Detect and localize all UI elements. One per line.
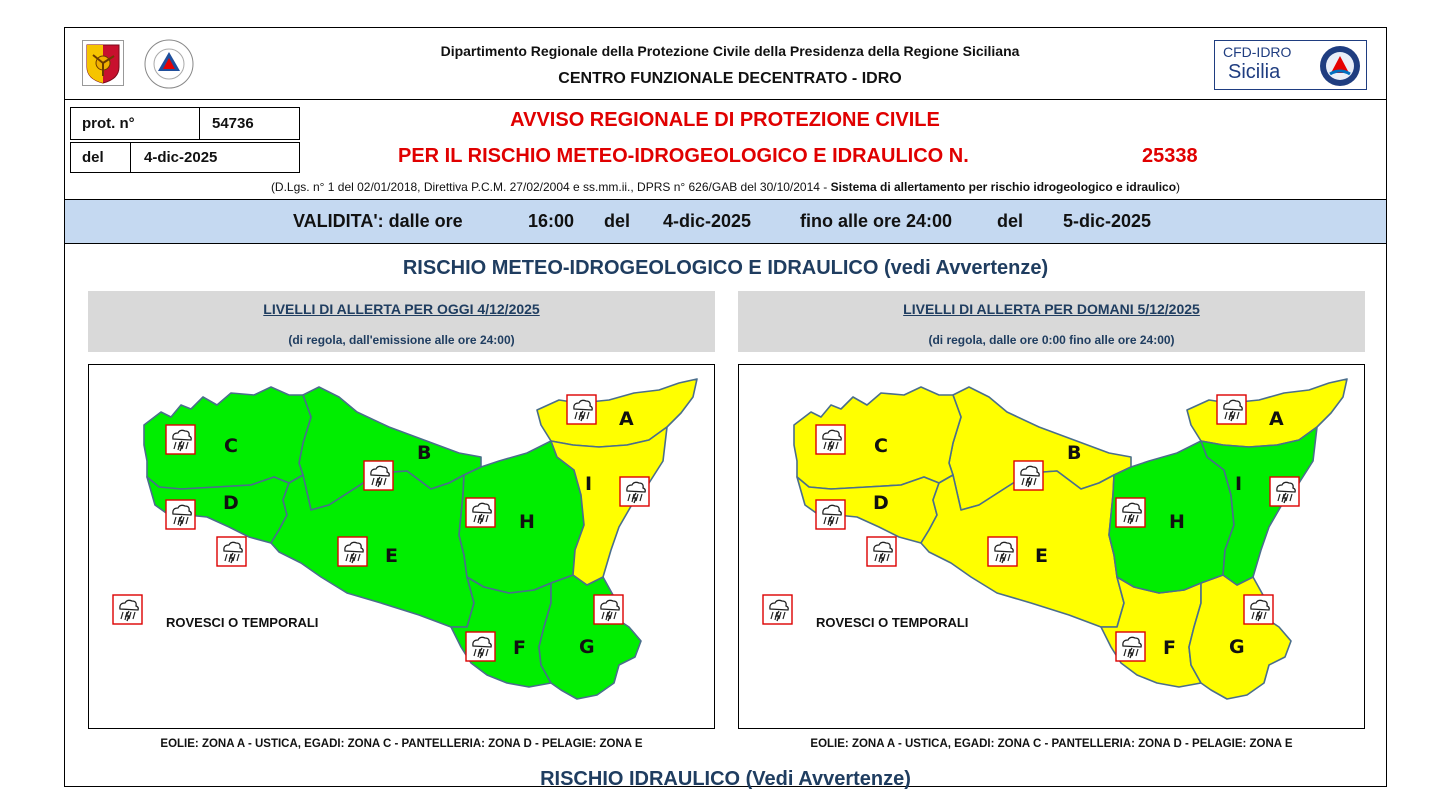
islands-note-today: EOLIE: ZONA A - USTICA, EGADI: ZONA C - PANTELLERIA: ZONA D - PELAGIE: ZONA E [160,738,643,750]
cfd-logo-line2: Sicilia [1228,61,1281,83]
map-today [88,364,715,729]
notice-subtitle: PER IL RISCHIO METEO-IDROGEOLOGICO E IDRAULICO N. [398,145,969,167]
thunderstorm-icon [1116,632,1145,661]
zone-f-label: F [513,637,526,659]
zone-e-label: E [385,545,398,567]
thunderstorm-icon [816,425,845,454]
map-tomorrow-title: LIVELLI DI ALLERTA PER DOMANI 5/12/2025 [903,301,1200,317]
islands-note-tomorrow: EOLIE: ZONA A - USTICA, EGADI: ZONA C - PANTELLERIA: ZONA D - PELAGIE: ZONA E [810,738,1293,750]
thunderstorm-icon [1116,498,1145,527]
thunderstorm-icon [567,395,596,424]
cfd-emblem-icon [1318,44,1362,88]
legend-label-tomorrow: ROVESCI O TEMPORALI [816,615,969,630]
thunderstorm-icon [466,498,495,527]
validity-to-date: 5-dic-2025 [1063,211,1152,231]
thunderstorm-icon [166,500,195,529]
map-tomorrow [738,364,1365,729]
validity-bar [65,199,1386,244]
thunderstorm-icon [594,595,623,624]
legend-thunderstorm-icon [763,595,792,624]
zone-e-area[interactable] [921,471,1124,627]
sicily-map-tomorrow [739,365,1364,728]
del-label: del [70,142,131,173]
zone-g-label: G [579,636,595,658]
map-today-header [88,291,715,352]
thunderstorm-icon [466,632,495,661]
department-name: Dipartimento Regionale della Protezione Civile della Presidenza della Regione Siciliana [440,43,1020,59]
legal-reference [64,180,1387,194]
section-title [64,257,1387,280]
thunderstorm-icon [1244,595,1273,624]
zone-b-label: B [417,442,432,464]
thunderstorm-icon [816,500,845,529]
del-date: 4-dic-2025 [130,142,300,173]
zone-c-label: C [874,435,888,457]
zone-a-area[interactable] [1187,379,1347,447]
legend-label-today: ROVESCI O TEMPORALI [166,615,319,630]
validity-from-time: 16:00 [528,211,575,231]
legal-reference-end: ) [1176,180,1181,194]
validity-del-1: del [604,211,631,231]
cfd-idro-logo [1214,40,1367,90]
zone-g-label: G [1229,636,1245,658]
notice-number: 25338 [1142,145,1198,167]
thunderstorm-icon [166,425,195,454]
thunderstorm-icon [364,461,393,490]
zone-c-label: C [224,435,238,457]
map-tomorrow-header [738,291,1365,352]
thunderstorm-icon [1014,461,1043,490]
notice-title: AVVISO REGIONALE DI PROTEZIONE CIVILE [510,109,940,131]
section-title-suffix: (vedi Avvertenze) [878,257,1049,279]
sicily-region-logo [82,40,124,86]
thunderstorm-icon [620,477,649,506]
next-section-title: RISCHIO IDRAULICO (Vedi Avvertenze) [540,768,911,790]
zone-a-label: A [619,408,634,430]
legal-reference-bold: Sistema di allertamento per rischio idrogeologico e idraulico [830,180,1177,194]
zone-i-label: I [1235,473,1243,495]
zone-d-label: D [873,492,889,514]
zone-i-label: I [585,473,593,495]
zone-b-label: B [1067,442,1082,464]
thunderstorm-icon [1217,395,1246,424]
thunderstorm-icon [1270,477,1299,506]
cfd-logo-line1: CFD-IDRO [1223,44,1292,60]
civil-protection-logo [136,38,202,90]
thunderstorm-icon [867,537,896,566]
zone-h-label: H [1169,511,1185,533]
validity-del-2: del [997,211,1024,231]
thunderstorm-icon [988,537,1017,566]
map-today-title: LIVELLI DI ALLERTA PER OGGI 4/12/2025 [263,301,540,317]
zone-d-label: D [223,492,239,514]
validity-label: VALIDITA': dalle ore [293,211,463,231]
sicily-map-today [89,365,714,728]
thunderstorm-icon [338,537,367,566]
zone-e-label: E [1035,545,1048,567]
map-today-subtitle: (di regola, dall'emissione alle ore 24:00) [288,333,515,347]
zone-a-area[interactable] [537,379,697,447]
prot-label: prot. n° [70,107,200,140]
map-tomorrow-subtitle: (di regola, dalle ore 0:00 fino alle ore 24:00) [928,333,1175,347]
prot-number: 54736 [199,107,300,140]
zone-e-area[interactable] [271,471,474,627]
thunderstorm-icon [217,537,246,566]
validity-from-date: 4-dic-2025 [663,211,752,231]
section-title-main: RISCHIO METEO-IDROGEOLOGICO E IDRAULICO [402,257,879,279]
centre-name: CENTRO FUNZIONALE DECENTRATO - IDRO [558,70,902,87]
validity-until: fino alle ore 24:00 [800,211,953,231]
header-divider [64,99,1387,100]
legal-reference-text: (D.Lgs. n° 1 del 02/01/2018, Direttiva P.C.M. 27/02/2004 e ss.mm.ii., DPRS n° 626/GAB del 30/10/2014 - [270,180,831,194]
legend-thunderstorm-icon [113,595,142,624]
zone-a-label: A [1269,408,1284,430]
zone-f-label: F [1163,637,1176,659]
zone-h-label: H [519,511,535,533]
